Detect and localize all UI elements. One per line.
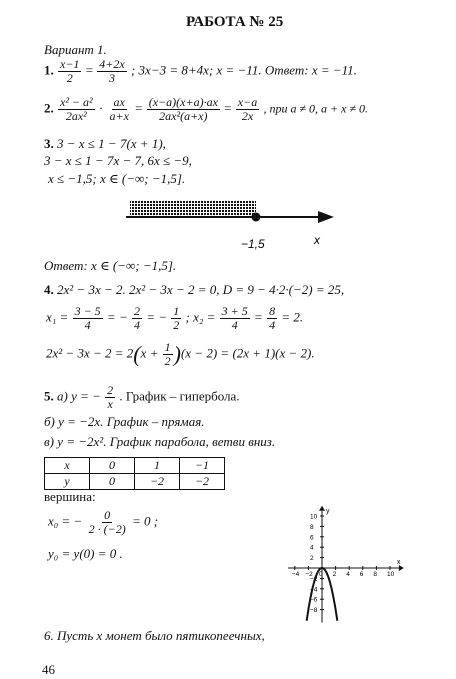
fraction: $\frac{0}{2 \cdot (-2)}$ (88, 508, 126, 536)
equation-line: 2x² − 3x − 2. 2x² − 3x − 2 = 0, D = 9 − 4·2·(−2) = 25, (57, 282, 345, 297)
number-line (0, 195, 456, 255)
fraction: $\frac{3 + 5}{4}$ (221, 304, 248, 332)
close-paren: ) (173, 341, 181, 367)
arrow-head (318, 211, 334, 223)
graph-type-a: . График – гипербола. (119, 388, 240, 404)
fraction: $\frac{2}{4}$ (133, 304, 140, 332)
fraction: $\frac{1}{2}$ (164, 340, 171, 368)
x-tick-label: −4 (291, 571, 300, 578)
problem-5-b: б) y = −2x. График – прямая. (44, 414, 205, 429)
x2-label: ; x₂ = (185, 309, 216, 325)
y-tick-label: 2 (310, 555, 314, 563)
page-number: 46 (42, 662, 55, 677)
problem-1 (44, 58, 357, 85)
x-tick-label: 0 (319, 571, 323, 578)
variant-heading: Вариант 1. (44, 42, 107, 57)
factorization-left: 2x² − 3x − 2 = 2 (46, 345, 134, 361)
point-label: −1,5 (241, 237, 265, 251)
inequality-line: 3 − x ≤ 1 − 7(x + 1), (57, 136, 166, 151)
y-tick-label: 8 (310, 523, 314, 531)
shaded-region (130, 201, 256, 217)
x0-result: = 0 ; (131, 513, 159, 529)
multiply-dot: · (98, 100, 104, 116)
factor-text: x + (140, 345, 159, 361)
table-cell: 1 (135, 458, 180, 474)
equals: = (254, 309, 263, 325)
table-cell: −2 (135, 474, 180, 490)
equals: = (85, 62, 94, 78)
equals: = (135, 100, 143, 116)
closed-point (252, 213, 261, 222)
vertex-label: вершина: (44, 489, 96, 504)
x-tick-label: −2 (305, 571, 313, 578)
problem-3-line-3: x ≤ −1,5; x ∈ (−∞; −1,5]. (48, 171, 186, 186)
problem-number: 5. (44, 388, 54, 404)
open-paren: ( (133, 341, 141, 367)
x-tick-label: 10 (387, 571, 395, 578)
graph-ticks (292, 514, 395, 615)
y-axis-arrow (319, 506, 325, 511)
parabola-graph (270, 478, 430, 638)
problem-number: 1. (44, 62, 54, 78)
fraction: $\frac{1}{2}$ (173, 304, 180, 332)
y-tick-label: 6 (310, 534, 314, 542)
fraction: $\frac{(x-a)(x+a)\cdot ax}{\text{2ax²(a+x)}}$ (148, 95, 218, 123)
x-tick-label: 8 (373, 571, 378, 578)
x-tick-label: 6 (359, 571, 364, 578)
x2-result: = 2. (281, 309, 304, 325)
fraction: $\frac{\text{x² − a²}}{\text{2ax²}}$ (60, 95, 93, 123)
problem-5-a (44, 384, 240, 411)
y-tick-label: −4 (310, 586, 318, 594)
equals: = − (146, 309, 168, 325)
x1-label: x₁ = (46, 309, 69, 325)
problem-3-line-2: 3 − x ≤ 1 − 7x − 7, 6x ≤ −9, (44, 153, 192, 168)
vertex-y0: y₀ = y(0) = 0 . (48, 546, 123, 561)
x-tick-label: 2 (332, 571, 337, 578)
problem-number: 2. (44, 100, 54, 116)
x0-label: x₀ = − (48, 513, 83, 529)
y-tick-label: −6 (310, 596, 318, 604)
fraction: $\frac{x-a}{2x}$ (237, 95, 258, 123)
factorization-right: (x − 2) = (2x + 1)(x − 2). (180, 345, 315, 361)
table-cell: −2 (180, 474, 225, 490)
table-cell: 0 (90, 474, 135, 490)
y-tick-label: 4 (310, 544, 314, 552)
table-row (45, 458, 225, 474)
problem-4-line-1 (44, 282, 344, 298)
table-cell: x (45, 458, 90, 474)
problem-number: 3. (44, 136, 54, 151)
y-tick-label: −8 (310, 607, 318, 615)
table-cell: y (45, 474, 90, 490)
problem-3-line-1 (44, 136, 166, 152)
page-title: РАБОТА № 25 (186, 14, 284, 30)
fraction: $\frac{3 - 5}{4}$ (74, 304, 101, 332)
fraction: $\frac{4+2x}{3}$ (99, 57, 125, 85)
problem-2 (44, 96, 368, 123)
problem-2-rest: , при a ≠ 0, a + x ≠ 0. (263, 101, 369, 116)
values-table (44, 457, 225, 490)
graph-axes (288, 506, 404, 623)
fraction: $\frac{8}{4}$ (269, 304, 276, 332)
y-tick-label: −2 (310, 575, 318, 583)
x-tick-label: 4 (346, 571, 350, 578)
equals: = − (106, 309, 128, 325)
problem-6: 6. Пусть x монет было пятикопеечных, (44, 628, 265, 643)
problem-number: 4. (44, 282, 54, 297)
fraction: $\frac{ax}{a+x}$ (109, 95, 129, 123)
x-axis-label: x (396, 559, 401, 566)
answer-3: Ответ: x ∈ (−∞; −1,5]. (44, 258, 177, 273)
problem-4-line-3 (46, 341, 315, 368)
vertex-x0 (48, 509, 158, 536)
table-row (45, 474, 225, 490)
problem-1-rest: ; 3x−3 = 8+4x; x = −11. Ответ: x = −11. (130, 62, 357, 78)
y-tick-label: 10 (310, 513, 318, 521)
table-cell: −1 (180, 458, 225, 474)
axis-label: x (314, 233, 320, 247)
problem-4-line-2 (46, 305, 303, 332)
fraction: $\frac{x-1}{2}$ (60, 57, 80, 85)
formula-a: а) y = − (57, 388, 101, 404)
equals: = (224, 100, 232, 116)
fraction: $\frac{2}{x}$ (107, 383, 114, 411)
y-axis-label: y (326, 507, 330, 515)
table-cell: 0 (90, 458, 135, 474)
problem-5-c: в) y = −2x². График парабола, ветви вниз. (44, 434, 276, 449)
